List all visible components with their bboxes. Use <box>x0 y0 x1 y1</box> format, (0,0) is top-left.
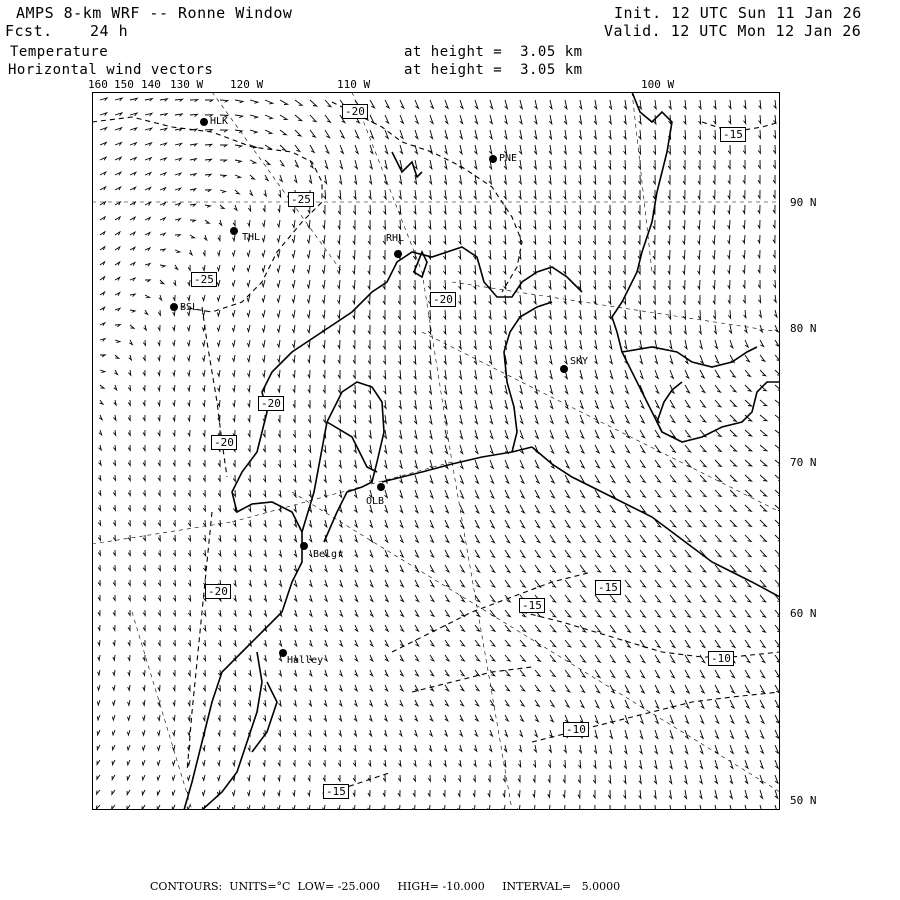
field-name-temperature: Temperature <box>10 44 109 60</box>
station-marker <box>560 365 568 373</box>
station-marker <box>300 542 308 550</box>
valid-time: Valid. 12 UTC Mon 12 Jan 26 <box>604 22 862 40</box>
contour-label: -20 <box>342 104 368 119</box>
contour-label: -20 <box>258 396 284 411</box>
lat-label: 90 N <box>790 196 817 209</box>
station-name: Halley <box>287 655 324 666</box>
station-name: Belgr <box>313 549 344 560</box>
forecast-label: Fcst. <box>5 22 53 40</box>
lon-label: 150 <box>114 78 134 91</box>
lon-label: 100 W <box>641 78 675 91</box>
lat-label: 60 N <box>790 607 817 620</box>
station-name: THL <box>242 232 261 243</box>
height-temperature: at height = 3.05 km <box>404 44 583 60</box>
station-marker <box>170 303 178 311</box>
station-marker <box>377 483 385 491</box>
lon-label: 110 W <box>337 78 371 91</box>
contour-label: -10 <box>563 722 589 737</box>
lon-label: 120 W <box>230 78 264 91</box>
contour-label: -10 <box>708 651 734 666</box>
station-marker <box>394 250 402 258</box>
forecast-value: 24 h <box>90 22 129 40</box>
map-plot-area <box>92 92 780 810</box>
lon-label: 140 <box>141 78 161 91</box>
contour-label: -15 <box>323 784 349 799</box>
station-name: RHL <box>386 233 405 244</box>
init-time: Init. 12 UTC Sun 11 Jan 26 <box>614 4 862 22</box>
contour-label: -20 <box>211 435 237 450</box>
contour-legend-footer: CONTOURS: UNITS=°C LOW= -25.000 HIGH= -10.000 INTERVAL= 5.0000 <box>150 880 621 893</box>
station-marker <box>279 649 287 657</box>
station-marker <box>489 155 497 163</box>
lat-label: 50 N <box>790 794 817 807</box>
station-name: SKY <box>570 356 589 367</box>
field-name-wind: Horizontal wind vectors <box>8 62 214 78</box>
contour-label: -20 <box>430 292 456 307</box>
station-marker <box>230 227 238 235</box>
map-title: AMPS 8-km WRF -- Ronne Window <box>16 4 293 22</box>
lon-label: 160 <box>88 78 108 91</box>
lon-label: 130 W <box>170 78 204 91</box>
contour-label: -15 <box>595 580 621 595</box>
station-name: HLK <box>210 116 229 127</box>
height-wind: at height = 3.05 km <box>404 62 583 78</box>
station-name: OLB <box>366 496 385 507</box>
station-marker <box>200 118 208 126</box>
map-frame <box>93 93 780 810</box>
station-name: BSL <box>180 302 199 313</box>
lat-label: 80 N <box>790 322 817 335</box>
lat-label: 70 N <box>790 456 817 469</box>
contour-label: -25 <box>191 272 217 287</box>
contour-label: -25 <box>288 192 314 207</box>
contour-label: -15 <box>519 598 545 613</box>
contour-label: -20 <box>205 584 231 599</box>
contour-label: -15 <box>720 127 746 142</box>
station-name: PNE <box>499 153 518 164</box>
